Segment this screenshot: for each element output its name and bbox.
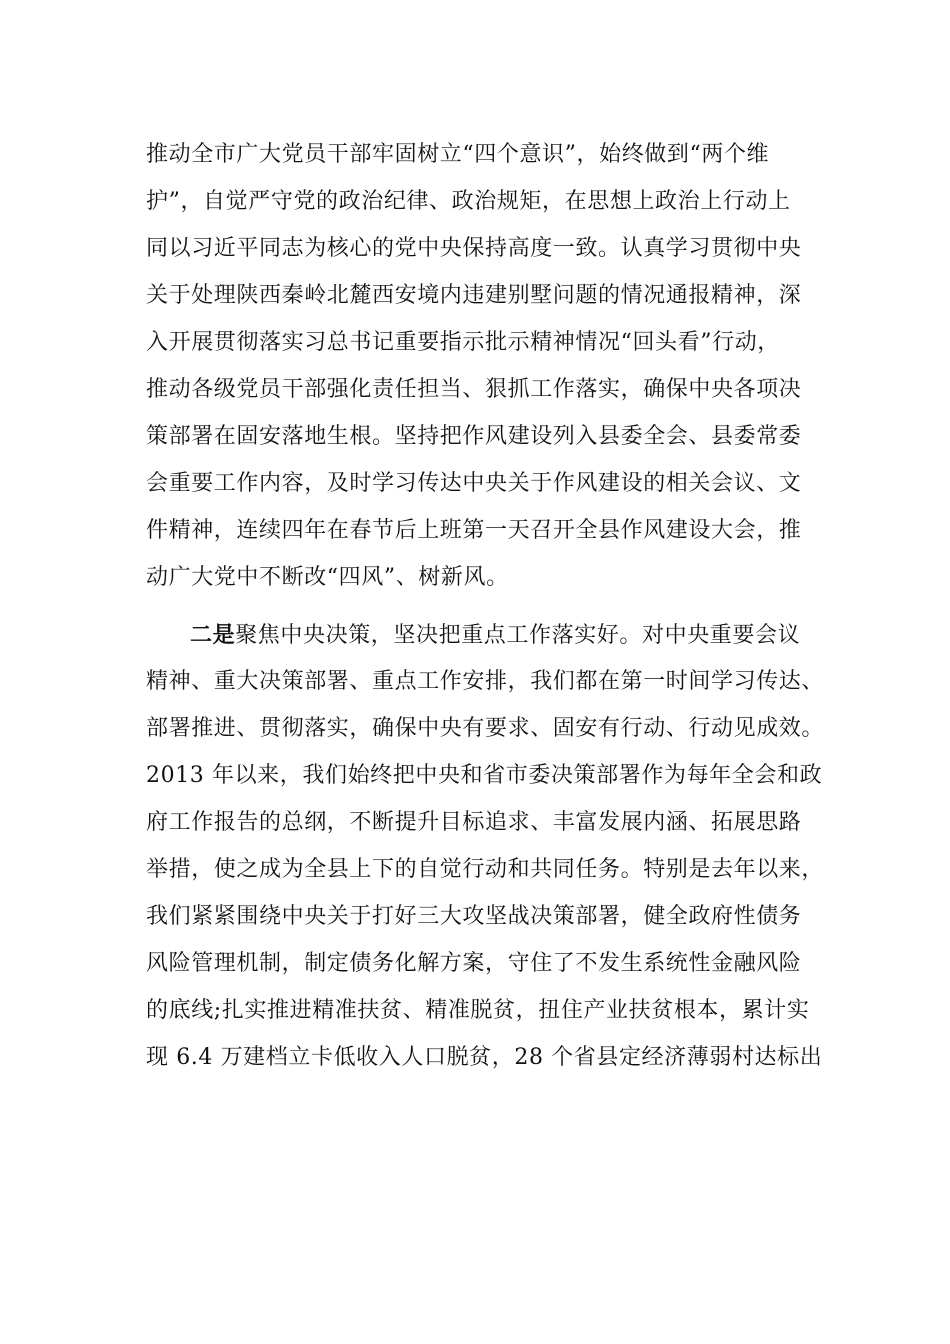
text-line: 同以习近平同志为核心的党中央保持高度一致。认真学习贯彻中央 xyxy=(146,236,802,261)
text-line: 府工作报告的总纲，不断提升目标追求、丰富发展内涵、拓展思路 xyxy=(146,810,802,835)
text-line: 推动各级党员干部强化责任担当、狠抓工作落实，确保中央各项决 xyxy=(146,377,802,402)
text-line: 部署推进、贯彻落实，确保中央有要求、固安有行动、行动见成效。 xyxy=(146,716,825,741)
paragraph-lead: 二是 xyxy=(190,622,236,648)
text-line: 2013 年以来，我们始终把中央和省市委决策部署作为每年全会和政 xyxy=(146,763,823,788)
text-line: 我们紧紧围绕中央关于打好三大攻坚战决策部署，健全政府性债务 xyxy=(146,904,802,929)
text-line: 现 6.4 万建档立卡低收入人口脱贫，28 个省县定经济薄弱村达标出 xyxy=(146,1045,823,1070)
paragraph-2-first-line xyxy=(190,615,870,655)
text-line: 动广大党中不断改“四风”、树新风。 xyxy=(146,565,509,590)
text-line: 入开展贯彻落实习总书记重要指示批示精神情况“回头看”行动， xyxy=(146,330,780,355)
text-line: 的底线;扎实推进精准扶贫、精准脱贫，扭住产业扶贫根本，累计实 xyxy=(146,998,810,1023)
text-line: 件精神，连续四年在春节后上班第一天召开全县作风建设大会，推 xyxy=(146,518,802,543)
text-line: 精神、重大决策部署、重点工作安排，我们都在第一时间学习传达、 xyxy=(146,669,825,694)
text-line: 风险管理机制，制定债务化解方案，守住了不发生系统性金融风险 xyxy=(146,951,802,976)
text-line: 举措，使之成为全县上下的自觉行动和共同任务。特别是去年以来， xyxy=(146,857,825,882)
first-line-text: 聚焦中央决策，坚决把重点工作落实好。对中央重要会议 xyxy=(235,623,801,648)
text-line: 关于处理陕西秦岭北麓西安境内违建别墅问题的情况通报精神，深 xyxy=(146,283,802,308)
text-line: 会重要工作内容，及时学习传达中央关于作风建设的相关会议、文 xyxy=(146,471,802,496)
text-line: 护”，自觉严守党的政治纪律、政治规矩，在思想上政治上行动上 xyxy=(146,189,791,214)
text-line: 策部署在固安落地生根。坚持把作风建设列入县委全会、县委常委 xyxy=(146,424,802,449)
text-line: 推动全市广大党员干部牢固树立“四个意识”，始终做到“两个维 xyxy=(146,142,770,167)
